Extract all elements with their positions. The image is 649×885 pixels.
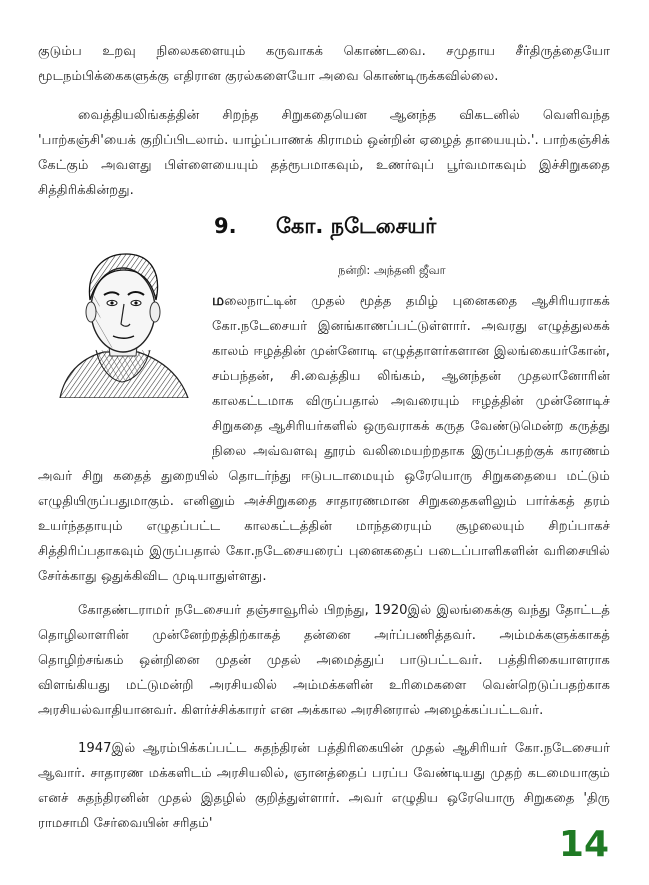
- paragraph-intro-end: குடும்ப உறவு நிலைகளையும் கருவாகக் கொண்டவை. சமுதாய சீர்திருத்தையோ மூடநம்பிக்கைகளுக்கு எதிரான குரல்களையோ அவை கொண்டிருக்கவில்லை.: [38, 44, 610, 84]
- page-number: 14: [558, 824, 609, 865]
- section-intro-text: லைநாட்டின் முதல் மூத்த தமிழ் புனைகதை ஆசிரியராகக் கோ.நடேசையர் இனங்காணப்பட்டுள்ளார். அவரது எழுத்துலகக் காலம் ஈழத்தின் முன்னோடி எழுத்தாளர்களான இலங்கையர்கோன், சம்பந்தன், சி.வைத்திய லிங்கம், ஆனந்தன் முதலானோரின் காலகட்டமாக விருப்பதால் அவரையும் ஈழத்தின் முன்னோடிச் சிறுகதை ஆசிரியர்களில் ஒருவராகக் கருத வேண்டுமென்ற கருத்து நிலை அவ்வளவு தூரம் வலிமையற்றதாக இருப்பதற்குக் காரணம் அவர் சிறு கதைத் துறையில் தொடர்ந்து ஈடுபடாமையும் ஒரேயொரு சிறுகதையை மட்டும் எழுதியிருப்பதுமாகும். எனினும் அச்சிறுகதை சாதாரணமான சிறுகதைகளிலும் பார்க்கத் தரம் உயர்ந்ததாயும் எழுதப்பட்ட காலகட்டத்தின் மாந்தரையும் சூழலையும் சிறப்பாகச் சித்திரிப்பதாகவும் இருப்பதால் கோ.நடேசையரைப் புனைகதைப் படைப்பாளிகளின் வரிசையில் சேர்க்காது ஒதுக்கிவிட முடியாதுள்ளது.: [38, 294, 610, 584]
- paragraph-paarkanji: வைத்தியலிங்கத்தின் சிறந்த சிறுகதையென ஆனந்த விகடனில் வெளிவந்த 'பாற்கஞ்சி'யைக் குறிப்பிடலாம். யாழ்ப்பாணக் கிராமம் ஒன்றின் ஏழைத் தாயையும்.'. பாற்கஞ்சிக் கேட்கும் அவளது பிள்ளையையும் தத்ரூபமாகவும், உணர்வுப் பூர்வமாகவும் இச்சிறுகதை சித்திரிக்கின்றது.: [38, 108, 610, 198]
- image-credit: நன்றி: அந்தனி ஜீவா: [338, 263, 446, 277]
- paragraph-biography: கோதண்டராமர் நடேசையர் தஞ்சாவூரில் பிறந்து, 1920இல் இலங்கைக்கு வந்து தோட்டத் தொழிலாளரின் முன்னேற்றத்திற்காகத் தன்னை அர்ப்பணித்தவர். அம்மக்களுக்காகத் தொழிற்சங்கம் ஒன்றினை முதன் முதல் அமைத்துப் பாடுபட்டவர். பத்திரிகையாளராக விளங்கியது மட்டுமன்றி அரசியலில் அம்மக்களின் உரிமைகளை வென்றெடுப்பதற்காக அரசியல்வாதியானவர். கிளர்ச்சிக்காரர் என அக்கால அரசினரால் அழைக்கப்பட்டவர்.: [38, 603, 610, 718]
- section-number: 9.: [214, 214, 237, 238]
- section-title: கோ. நடேசையர்: [276, 214, 437, 238]
- paragraph-sudanthiran: 1947இல் ஆரம்பிக்கப்பட்ட சுதந்திரன் பத்திரிகையின் முதல் ஆசிரியர் கோ.நடேசையர் ஆவார். சாதாரண மக்களிடம் அரசியலில், ஞானத்தைப் பரப்ப வேண்டியது முதற் கடமையாகும் எனச் சுதந்திரனின் முதல் இதழில் குறித்துள்ளார். அவர் எழுதிய ஒரேயொரு சிறுகதை 'திரு ராமசாமி சேர்வையின் சரிதம்': [38, 741, 610, 831]
- paragraph-section-intro: [38, 288, 610, 589]
- section-heading: [214, 214, 436, 241]
- drop-cap: ம: [212, 291, 225, 309]
- portrait-spacer: [38, 288, 212, 440]
